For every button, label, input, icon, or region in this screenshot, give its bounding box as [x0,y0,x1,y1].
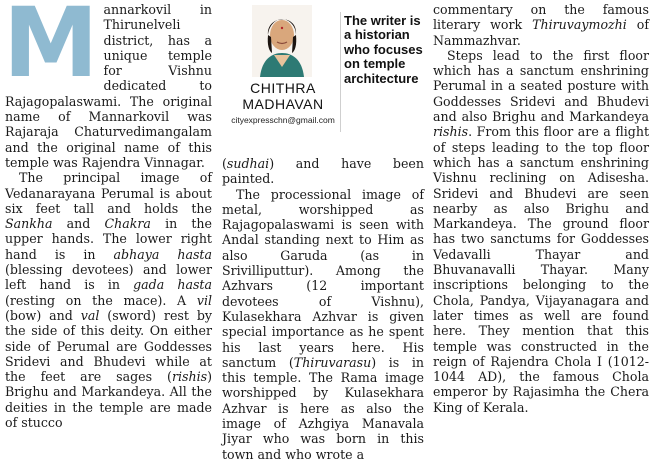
article-column-2 [222,156,424,462]
author-portrait [252,5,312,77]
paragraph-processional-image: The processional image of metal, worshipped as Rajagopalaswami is seen with Andal standing next to Him as also Garuda (as in Srivilliputtur). Among the Azhvars (12 important devotees of Vishnu), Kulasekhara Azhvar is given special importance as he spent his last years here. His sanctum (Thiruvarasu) is in this temple. The Rama image worshipped by Kulasekhara Azhvar is here as also the image of Azhgiya Manavala Jiyar who was born in this town and who wrote a [222,186,424,462]
author-byline [222,2,424,152]
paragraph-stucco-cont: (sudhai) and have been painted. [222,156,424,187]
byline-divider [340,12,341,132]
paragraph-intro: annarkovil in Thirunelveli district, has a unique temple for Vishnu dedicated to Rajagopalaswami. The original name of Mannarkovil was Rajaraja Chaturvedimangalam and the original name of this temple was Rajendra Vinnagar. [5,2,212,170]
paragraph-principal-image: The principal image of Vedanarayana Perumal is about six feet tall and holds the Sankha and Chakra in the upper hands. The lower right hand is in abhaya hasta (blessing devotees) and lower left hand is in gada hasta (resting on the mace). A vil (bow) and val (sword) rest by the side of this deity. On either side of Perumal are Goddesses Sridevi and Bhudevi while at the feet are sages (rishis) Brighu and Markandeya. All the deities in the temple are made of stucco [5,170,213,431]
author-name: CHITHRA MADHAVAN [242,80,324,112]
article-column-1 [5,2,212,430]
paragraph-commentary-cont: commentary on the famous literary work Thiruvaymozhi of Nammazhvar. [433,2,649,48]
paragraph-floors: Steps lead to the first floor which has a sanctum enshrining Perumal in a seated posture with Goddesses Sridevi and Bhudevi and also Brighu and Markandeya rishis. From this floor are a flight of steps leading to the top floor which has a sanctum enshrining Vishnu reclining on Adisesha. Sridevi and Bhudevi are seen nearby as also Brighu and Markandeya. The ground floor has two sanctums for Goddesses Vedavalli Thayar and Bhuvanavalli Thayar. Many inscriptions belonging to the Chola, Pandya, Vijayanagara and later times as well are found here. They mention that this temple was constructed in the reign of Rajendra Chola I (1012-1044 AD), the famous Chola emperor by Rajasimha the Chera King of Kerala. [433,47,649,415]
author-blurb: The writer is a historian who focuses on temple architecture [344,13,423,86]
article-column-3 [433,2,649,415]
author-email: cityexpresschn@gmail.com [231,115,335,125]
drop-cap: M [3,0,99,99]
